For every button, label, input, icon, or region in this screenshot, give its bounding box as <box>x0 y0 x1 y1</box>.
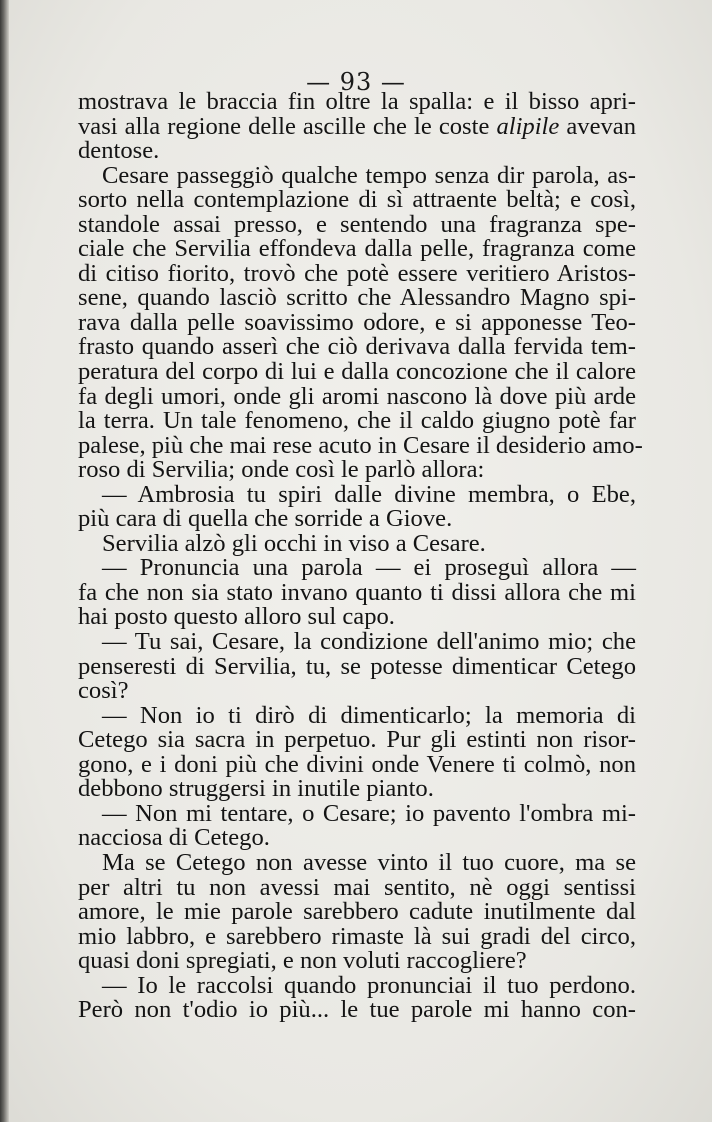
text-line: gono, e i doni più che divini onde Venere ti colmò, non <box>78 750 636 778</box>
text-line: Ma se Cetego non avesse vinto il tuo cuore, ma se <box>102 848 636 876</box>
text-line: più cara di quella che sorride a Giove. <box>78 505 453 533</box>
text-line: mio labbro, e sarebbero rimaste là sui gradi del circo, <box>78 922 636 950</box>
text-line: — Tu sai, Cesare, la condizione dell'animo mio; che <box>102 628 636 656</box>
text-line: nacciosa di Cetego. <box>78 824 270 852</box>
text-line: rava dalla pelle soavissimo odore, e si apponesse Teo- <box>78 308 636 336</box>
text-line: di citiso fiorito, trovò che potè essere veritiero Aristos- <box>78 259 636 287</box>
text-line: Cetego sia sacra in perpetuo. Pur gli estinti non risor- <box>78 726 636 754</box>
text-line: peratura del corpo di lui e dalla concozione che il calore <box>78 358 636 386</box>
text-line: ciale che Servilia effondeva dalla pelle, fragranza come <box>78 235 636 263</box>
text-line: dentose. <box>78 137 160 165</box>
text-line: quasi doni spregiati, e non voluti raccogliere? <box>78 947 527 975</box>
text-line: standole assai presso, e sentendo una fragranza spe- <box>78 210 636 238</box>
text-line: — Pronuncia una parola — ei proseguì allora — <box>102 554 636 582</box>
text-line <box>78 112 636 140</box>
text-line: debbono struggersi in inutile pianto. <box>78 775 434 803</box>
text-fragment: avevan <box>559 112 636 140</box>
text-line: sene, quando lasciò scritto che Alessandro Magno spi- <box>78 284 636 312</box>
text-line: amore, le mie parole sarebbero cadute inutilmente dal <box>78 898 636 926</box>
text-line: mostrava le braccia fin oltre la spalla: e il bisso apri- <box>78 88 636 115</box>
text-line: Però non t'odio io più... le tue parole mi hanno con- <box>78 996 636 1024</box>
text-fragment: vasi alla regione delle ascille che le coste <box>78 112 497 140</box>
text-line: fa degli umori, onde gli aromi nascono là dove più arde <box>78 382 636 410</box>
text-line: sorto nella contemplazione di sì attraente beltà; e così, <box>78 186 636 214</box>
text-line: frasto quando asserì che ciò derivava dalla fervida tem- <box>78 333 636 361</box>
text-line: penseresti di Servilia, tu, se potesse dimenticar Cetego <box>78 652 636 680</box>
text-line: roso di Servilia; onde così le parlò allora: <box>78 456 485 484</box>
text-line: Cesare passeggiò qualche tempo senza dir parola, as- <box>102 161 636 189</box>
page-spine-shadow <box>0 0 9 1122</box>
text-line: — Non mi tentare, o Cesare; io pavento l'ombra mi- <box>102 799 636 827</box>
page-number: — 93 — <box>306 68 406 96</box>
text-line: Servilia alzò gli occhi in viso a Cesare. <box>102 529 486 557</box>
text-line: — Ambrosia tu spiri dalle divine membra, o Ebe, <box>102 480 636 508</box>
text-line: — Non io ti dirò di dimenticarlo; la memoria di <box>102 701 636 729</box>
text-line: per altri tu non avessi mai sentito, nè oggi sentissi <box>78 873 636 901</box>
text-line: — Io le raccolsi quando pronunciai il tuo perdono. <box>102 971 636 999</box>
text-line: hai posto questo alloro sul capo. <box>78 603 395 631</box>
text-line: palese, più che mai rese acuto in Cesare il desiderio amo- <box>78 431 643 459</box>
text-line: fa che non sia stato invano quanto ti dissi allora che mi <box>78 578 636 606</box>
text-line: la terra. Un tale fenomeno, che il caldo giugno potè far <box>78 407 636 435</box>
body-text <box>78 88 643 1024</box>
italic-word: alipile <box>496 112 560 140</box>
text-line: così? <box>78 677 129 705</box>
